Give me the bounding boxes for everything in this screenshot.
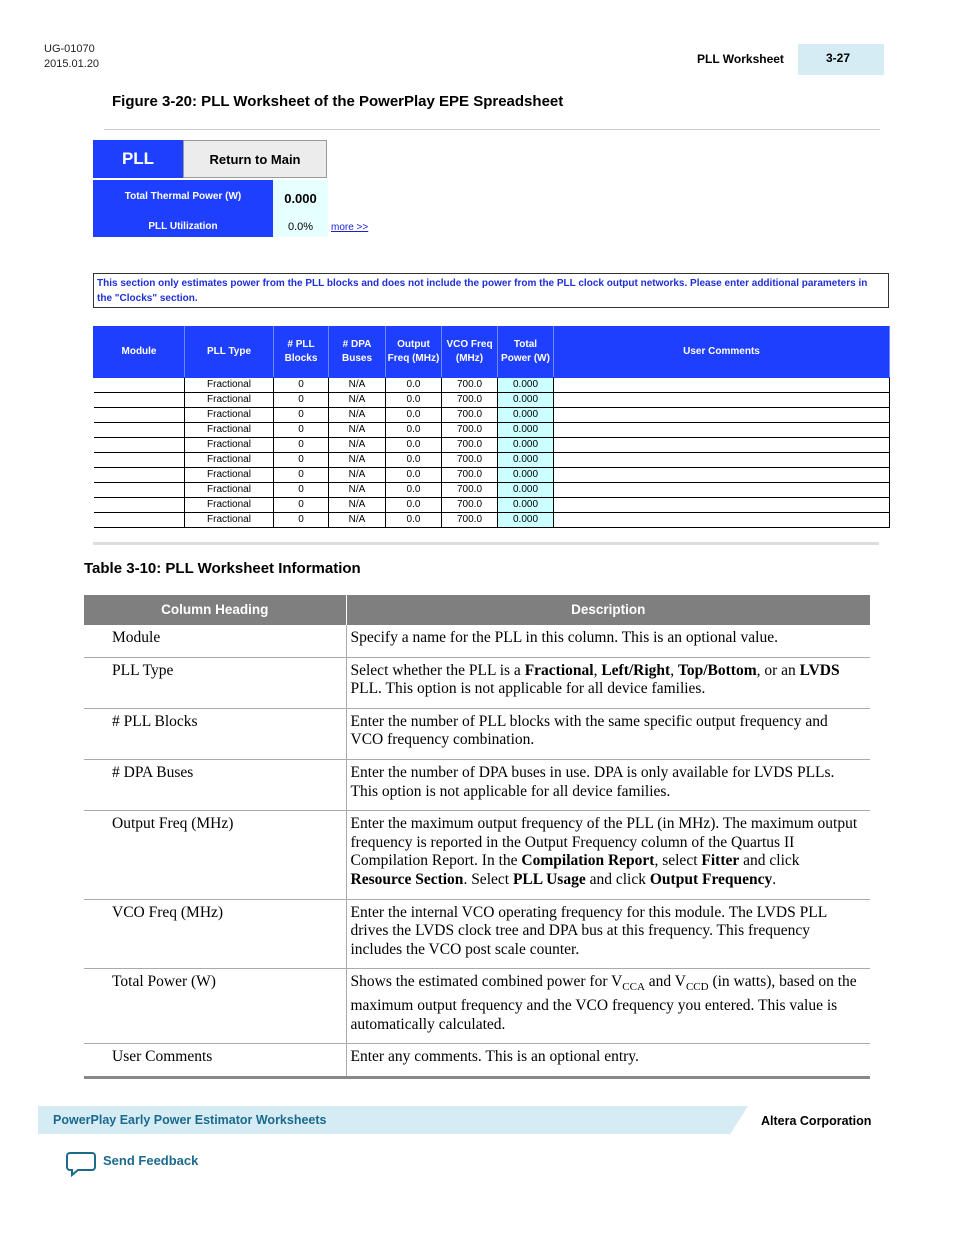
document-date: 2015.01.20	[44, 58, 100, 70]
spreadsheet-cell[interactable]: 0.000	[498, 393, 554, 408]
col-vco-freq: VCO Freq (MHz)	[442, 327, 498, 378]
spreadsheet-cell[interactable]: Fractional	[185, 453, 274, 468]
column-heading-cell: # PLL Blocks	[84, 708, 346, 759]
spreadsheet-cell[interactable]: Fractional	[185, 393, 274, 408]
spreadsheet-cell[interactable]: 0.0	[386, 408, 442, 423]
description-cell: Enter the maximum output frequency of the PLL (in MHz). The maximum output frequency is reported in the Output Frequency column of the Quartus II Compilation Report. In the Compilation Report, select Fitter and click Resource Section. Select PLL Usage and click Output Frequency.	[346, 811, 870, 899]
spreadsheet-cell[interactable]: 0.0	[386, 483, 442, 498]
info-header-row	[84, 595, 870, 625]
spreadsheet-cell[interactable]: N/A	[329, 393, 386, 408]
table-row	[84, 811, 870, 899]
column-heading-cell: Output Freq (MHz)	[84, 811, 346, 899]
spreadsheet-cell[interactable]: N/A	[329, 468, 386, 483]
spreadsheet-cell[interactable]	[94, 498, 185, 513]
spreadsheet-cell[interactable]: 700.0	[442, 483, 498, 498]
spreadsheet-cell[interactable]: 0.000	[498, 498, 554, 513]
spreadsheet-cell[interactable]	[554, 453, 890, 468]
pll-worksheet-info-table	[84, 595, 870, 1079]
spreadsheet-cell[interactable]: N/A	[329, 408, 386, 423]
column-heading-cell: PLL Type	[84, 657, 346, 708]
spreadsheet-cell[interactable]: N/A	[329, 423, 386, 438]
spreadsheet-cell[interactable]	[554, 483, 890, 498]
table-row	[84, 625, 870, 657]
spreadsheet-row	[94, 513, 890, 528]
spreadsheet-cell[interactable]: N/A	[329, 498, 386, 513]
column-heading-header: Column Heading	[84, 595, 346, 625]
spreadsheet-cell[interactable]	[94, 378, 185, 393]
column-heading-cell: Total Power (W)	[84, 969, 346, 1044]
spreadsheet-cell[interactable]: Fractional	[185, 438, 274, 453]
spreadsheet-header-row	[94, 327, 890, 378]
column-heading-cell: VCO Freq (MHz)	[84, 899, 346, 969]
pll-utilization-label: PLL Utilization	[148, 221, 218, 232]
page-number: 3-27	[798, 44, 884, 75]
spreadsheet-cell[interactable]	[94, 453, 185, 468]
spreadsheet-cell[interactable]: 0	[274, 483, 329, 498]
spreadsheet-cell[interactable]: 0.0	[386, 468, 442, 483]
column-heading-cell: User Comments	[84, 1044, 346, 1078]
spreadsheet-cell[interactable]: 0	[274, 513, 329, 528]
summary-panel	[93, 180, 328, 237]
spreadsheet-cell[interactable]: 700.0	[442, 438, 498, 453]
total-thermal-power-label: Total Thermal Power (W)	[124, 191, 242, 202]
spreadsheet-cell[interactable]	[554, 498, 890, 513]
spreadsheet-cell[interactable]: Fractional	[185, 408, 274, 423]
spreadsheet-cell[interactable]: 700.0	[442, 378, 498, 393]
description-header: Description	[346, 595, 870, 625]
spreadsheet-row	[94, 468, 890, 483]
table-caption: Table 3-10: PLL Worksheet Information	[84, 560, 361, 577]
spreadsheet-cell[interactable]	[554, 378, 890, 393]
spreadsheet-cell[interactable]: 700.0	[442, 468, 498, 483]
spreadsheet-cell[interactable]: Fractional	[185, 483, 274, 498]
description-cell: Enter any comments. This is an optional entry.	[346, 1044, 870, 1078]
spreadsheet-cell[interactable]	[554, 408, 890, 423]
table-row	[84, 759, 870, 810]
divider	[104, 129, 880, 130]
spreadsheet-cell[interactable]: 0.000	[498, 378, 554, 393]
total-thermal-power-value: 0.000	[273, 180, 328, 218]
spreadsheet-cell[interactable]: 0.0	[386, 423, 442, 438]
spreadsheet-cell[interactable]: N/A	[329, 378, 386, 393]
spreadsheet-row	[94, 498, 890, 513]
spreadsheet-cell[interactable]: Fractional	[185, 378, 274, 393]
document-id: UG-01070	[44, 43, 95, 55]
spreadsheet-cell[interactable]: 0.0	[386, 513, 442, 528]
col-module: Module	[94, 327, 185, 378]
spreadsheet-cell[interactable]: Fractional	[185, 468, 274, 483]
figure-caption: Figure 3-20: PLL Worksheet of the PowerPlay EPE Spreadsheet	[112, 93, 564, 110]
spreadsheet-cell[interactable]: 0.000	[498, 408, 554, 423]
col-total-power: Total Power (W)	[498, 327, 554, 378]
table-row	[84, 708, 870, 759]
spreadsheet-row	[94, 453, 890, 468]
spreadsheet-cell[interactable]: 0.000	[498, 453, 554, 468]
spreadsheet-cell[interactable]: 0.000	[498, 468, 554, 483]
spreadsheet-cell[interactable]	[554, 438, 890, 453]
spreadsheet-cell[interactable]	[94, 483, 185, 498]
pll-utilization-value: 0.0%	[273, 218, 328, 237]
spreadsheet-cell[interactable]	[554, 513, 890, 528]
return-to-main-button[interactable]: Return to Main	[183, 140, 327, 178]
spreadsheet-cell[interactable]: Fractional	[185, 498, 274, 513]
spreadsheet-cell[interactable]: 0	[274, 468, 329, 483]
description-cell: Enter the number of DPA buses in use. DPA is only available for LVDS PLLs. This option is not applicable for all device families.	[346, 759, 870, 810]
spreadsheet-row	[94, 483, 890, 498]
spreadsheet-row	[94, 393, 890, 408]
spreadsheet-row	[94, 378, 890, 393]
document-id-block	[44, 42, 99, 72]
spreadsheet-cell[interactable]	[94, 513, 185, 528]
spreadsheet-cell[interactable]	[554, 423, 890, 438]
spreadsheet-cell[interactable]	[94, 393, 185, 408]
spreadsheet-cell[interactable]: 0	[274, 498, 329, 513]
spreadsheet-row	[94, 423, 890, 438]
spreadsheet-cell[interactable]	[94, 468, 185, 483]
column-heading-cell: # DPA Buses	[84, 759, 346, 810]
more-link[interactable]: more >>	[331, 222, 369, 233]
table-row	[84, 1044, 870, 1078]
spreadsheet-cell[interactable]: 0.0	[386, 453, 442, 468]
spreadsheet-cell[interactable]: 0.0	[386, 438, 442, 453]
spreadsheet-cell[interactable]: 0	[274, 423, 329, 438]
spreadsheet-cell[interactable]	[94, 408, 185, 423]
spreadsheet-cell[interactable]: 700.0	[442, 423, 498, 438]
spreadsheet-cell[interactable]: 700.0	[442, 498, 498, 513]
send-feedback-link[interactable]: Send Feedback	[103, 1153, 199, 1168]
section-note: This section only estimates power from the PLL blocks and does not include the power from the PLL clock output networks. Please enter additional parameters in the "Clocks" section.	[93, 273, 889, 308]
spreadsheet-cell[interactable]: 0	[274, 438, 329, 453]
spreadsheet-cell[interactable]: 0	[274, 378, 329, 393]
description-cell: Enter the internal VCO operating frequency for this module. The LVDS PLL drives the LVDS clock tree and DPA bus at this frequency. This frequency includes the VCO post scale counter.	[346, 899, 870, 969]
spreadsheet-cell[interactable]	[554, 393, 890, 408]
spreadsheet-cell[interactable]	[554, 468, 890, 483]
pll-sheet-label: PLL	[93, 140, 183, 178]
spreadsheet-cell[interactable]: N/A	[329, 453, 386, 468]
footer-chapter-title[interactable]: PowerPlay Early Power Estimator Worksheets	[53, 1113, 327, 1127]
spreadsheet-cell[interactable]: 0	[274, 393, 329, 408]
spreadsheet-cell[interactable]: Fractional	[185, 513, 274, 528]
spreadsheet-cell[interactable]: 700.0	[442, 408, 498, 423]
spreadsheet-row	[94, 408, 890, 423]
spreadsheet-cell[interactable]: 0.0	[386, 378, 442, 393]
description-cell: Shows the estimated combined power for $V_{CCA}$ and $V_{CCD}$ (in watts), based on the maximum output frequency and the VCO frequency you entered. This value is automatically calculated.	[346, 969, 870, 1044]
footer-company: Altera Corporation	[761, 1114, 872, 1128]
spreadsheet-cell[interactable]: N/A	[329, 483, 386, 498]
col-pll-blocks: # PLL Blocks	[274, 327, 329, 378]
table-row	[84, 969, 870, 1044]
spreadsheet-cell[interactable]: 0.000	[498, 483, 554, 498]
spreadsheet-cell[interactable]: 0.0	[386, 393, 442, 408]
spreadsheet-cell[interactable]: 700.0	[442, 513, 498, 528]
col-dpa-buses: # DPA Buses	[329, 327, 386, 378]
spreadsheet-cell[interactable]: 700.0	[442, 393, 498, 408]
spreadsheet-cell[interactable]	[94, 438, 185, 453]
col-user-comments: User Comments	[554, 327, 890, 378]
spreadsheet-cell[interactable]: 0	[274, 408, 329, 423]
spreadsheet-cell[interactable]: 0.000	[498, 438, 554, 453]
description-cell: Specify a name for the PLL in this column. This is an optional value.	[346, 625, 870, 657]
spreadsheet-cell[interactable]: 0.000	[498, 513, 554, 528]
feedback-icon[interactable]	[66, 1151, 96, 1177]
spreadsheet-cell[interactable]: 0	[274, 453, 329, 468]
spreadsheet-cell[interactable]	[94, 423, 185, 438]
col-output-freq: Output Freq (MHz)	[386, 327, 442, 378]
description-cell: Select whether the PLL is a Fractional, Left/Right, Top/Bottom, or an LVDS PLL. This option is not applicable for all device families.	[346, 657, 870, 708]
spreadsheet-row	[94, 438, 890, 453]
table-row	[84, 657, 870, 708]
divider	[93, 542, 879, 545]
pll-spreadsheet-table	[93, 326, 890, 528]
section-title: PLL Worksheet	[697, 52, 784, 66]
spreadsheet-cell[interactable]: Fractional	[185, 423, 274, 438]
column-heading-cell: Module	[84, 625, 346, 657]
description-cell: Enter the number of PLL blocks with the same specific output frequency and VCO frequency combination.	[346, 708, 870, 759]
col-pll-type: PLL Type	[185, 327, 274, 378]
spreadsheet-cell[interactable]: N/A	[329, 513, 386, 528]
spreadsheet-cell[interactable]: 0.000	[498, 423, 554, 438]
spreadsheet-cell[interactable]: 700.0	[442, 453, 498, 468]
spreadsheet-cell[interactable]: N/A	[329, 438, 386, 453]
table-row	[84, 899, 870, 969]
spreadsheet-cell[interactable]: 0.0	[386, 498, 442, 513]
